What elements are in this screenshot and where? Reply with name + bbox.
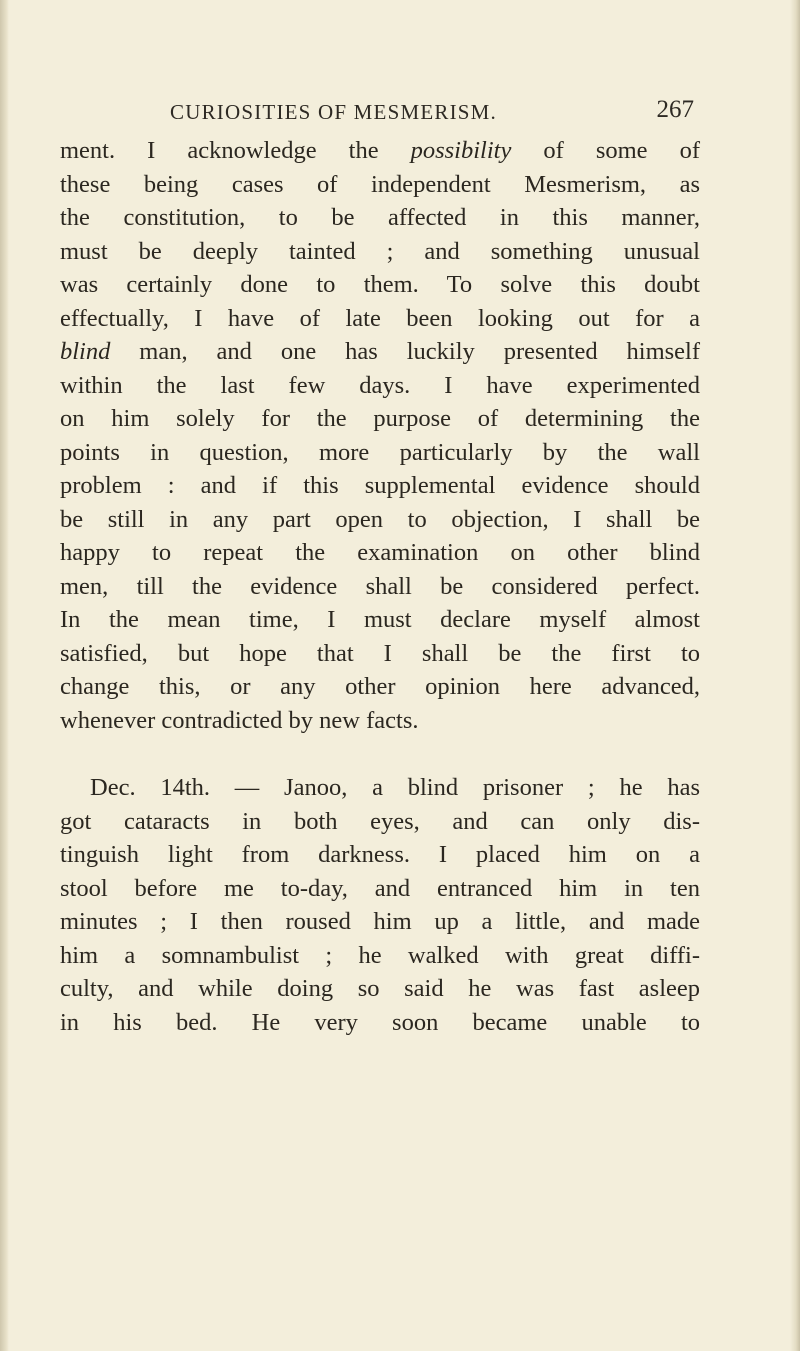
- text-line: culty, and while doing so said he was fast asleep: [60, 975, 700, 1002]
- text-line: him a somnambulist ; he walked with great diffi-: [60, 941, 700, 969]
- text-line: happy to repeat the examination on other blind: [60, 539, 700, 566]
- running-title: CURIOSITIES OF MESMERISM.: [170, 100, 497, 124]
- text-line: problem : and if this supplemental evidence should: [60, 472, 700, 499]
- body-text: [60, 134, 700, 1039]
- text-line: in his bed. He very soon became unable to: [60, 1008, 700, 1036]
- text-line: must be deeply tainted ; and something unusual: [60, 237, 700, 265]
- text-line: stool before me to-day, and entranced him in ten: [60, 874, 700, 902]
- text-line: effectually, I have of late been looking out for a: [60, 304, 700, 332]
- text-line: In the mean time, I must declare myself almost: [60, 606, 700, 633]
- text-line: within the last few days. I have experimented: [60, 371, 700, 399]
- text-line: Dec. 14th. — Janoo, a blind prisoner ; he has: [90, 774, 700, 801]
- paragraph-1: [60, 134, 700, 737]
- page-right-edge: [790, 0, 800, 1351]
- text-line: whenever contradicted by new facts.: [60, 706, 419, 734]
- page-number: 267: [656, 96, 694, 123]
- text-line: was certainly done to them. To solve this doubt: [60, 271, 700, 298]
- text-line: got cataracts in both eyes, and can only dis-: [60, 807, 700, 835]
- page-left-edge: [0, 0, 9, 1351]
- text-line: tinguish light from darkness. I placed him on a: [60, 841, 700, 868]
- paragraph-2: [60, 771, 700, 1039]
- text-line: these being cases of independent Mesmerism, as: [60, 170, 700, 198]
- text-line: the constitution, to be affected in this manner,: [60, 204, 700, 231]
- text-line: men, till the evidence shall be considered perfect.: [60, 572, 700, 600]
- page-header: [60, 96, 700, 128]
- text-line: minutes ; I then roused him up a little, and made: [60, 908, 700, 935]
- text-line: be still in any part open to objection, I shall be: [60, 505, 700, 533]
- text-line: blind man, and one has luckily presented himself: [60, 338, 700, 365]
- text-line: on him solely for the purpose of determining the: [60, 405, 700, 432]
- italic-word: blind: [60, 338, 111, 365]
- italic-word: possibility: [410, 137, 512, 164]
- text-line: points in question, more particularly by the wall: [60, 438, 700, 466]
- text-line: change this, or any other opinion here advanced,: [60, 673, 700, 700]
- text-line: satisfied, but hope that I shall be the first to: [60, 639, 700, 667]
- text-line: ment. I acknowledge the possibility of some of: [60, 137, 700, 164]
